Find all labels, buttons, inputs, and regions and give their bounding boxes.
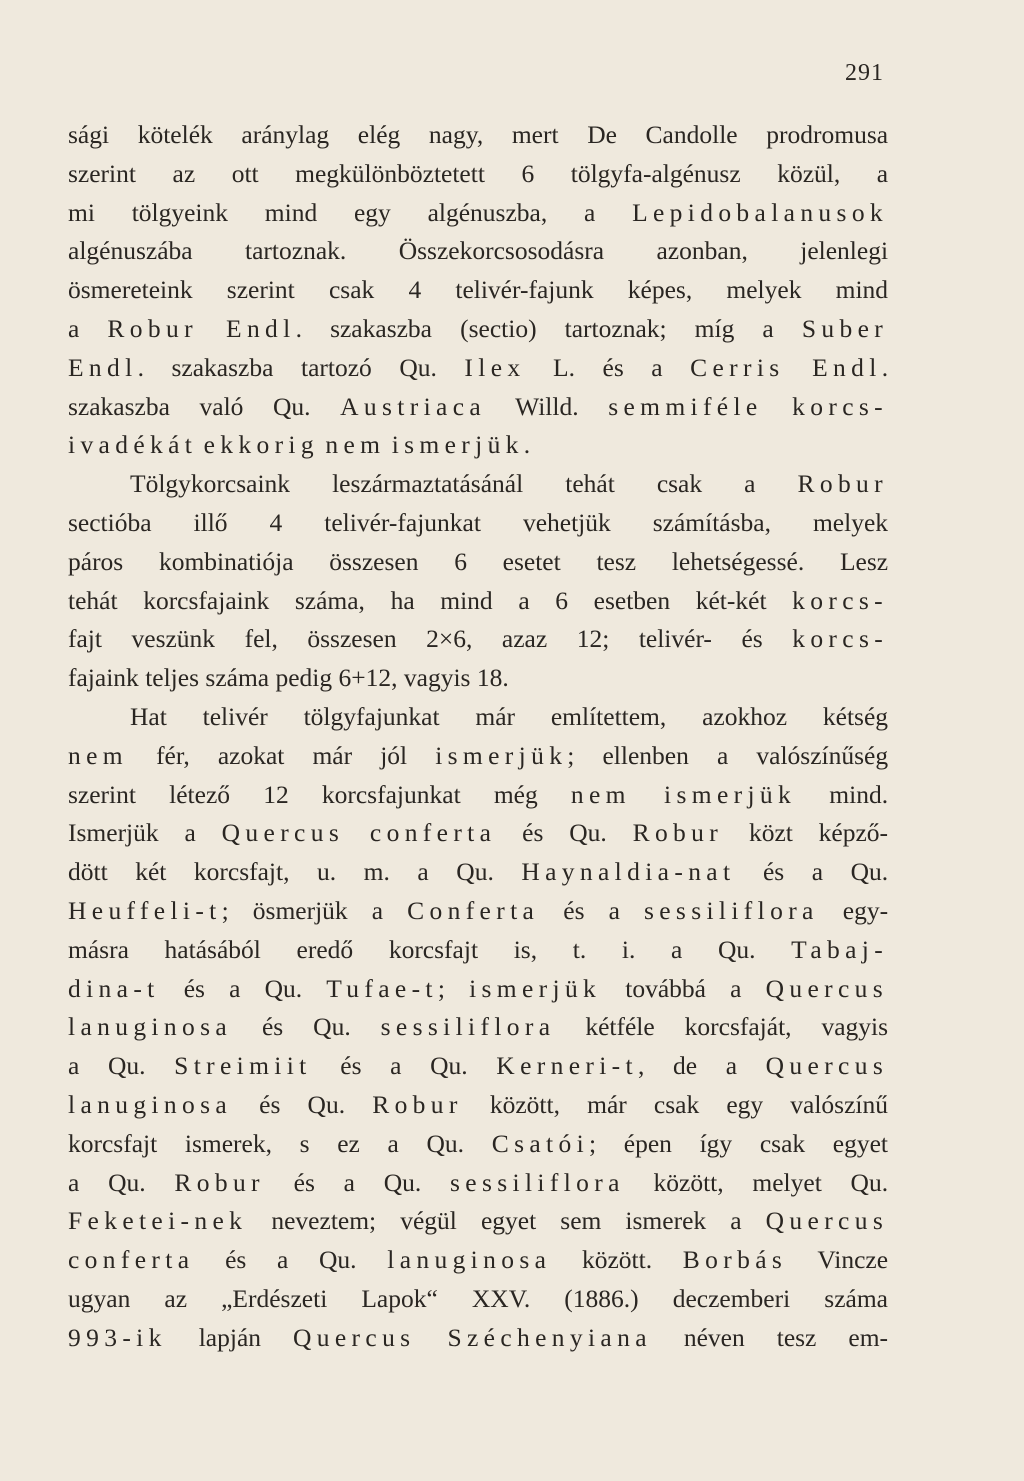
body-text — [68, 116, 888, 1358]
text-line: szerint az ott megkülönböztetett 6 tölgyfa-algénusz közül, a — [68, 158, 888, 188]
text-line: Endl. szakaszba tartozó Qu. Ilex L. és a Cerris Endl. — [68, 352, 888, 382]
text-line: lanuginosa és Qu. Robur között, már csak egy valószínű — [68, 1089, 888, 1119]
text-line: szerint létező 12 korcsfajunkat még nem ismerjük mind. — [68, 779, 888, 809]
text-line: fajt veszünk fel, összesen 2×6, azaz 12; telivér- és korcs- — [68, 624, 888, 654]
text-line: Hat telivér tölgyfajunkat már említettem, azokhoz kétség — [130, 701, 888, 731]
text-line: szakaszba való Qu. Austriaca Willd. semmiféle korcs- — [68, 391, 888, 421]
text-line: lanuginosa és Qu. sessiliflora kétféle korcsfaját, vagyis — [68, 1012, 888, 1042]
page-number: 291 — [845, 60, 884, 86]
text-line: ösmereteink szerint csak 4 telivér-fajunk képes, melyek mind — [68, 275, 888, 305]
text-line: a Qu. Streimiit és a Qu. Kerneri-t, de a Quercus — [68, 1051, 888, 1081]
text-line: a Qu. Robur és a Qu. sessiliflora között, melyet Qu. — [68, 1167, 888, 1197]
text-line: másra hatásából eredő korcsfajt is, t. i. a Qu. Tabaj- — [68, 934, 888, 964]
text-line: conferta és a Qu. lanuginosa között. Borbás Vincze — [68, 1245, 888, 1275]
text-line: Ismerjük a Quercus conferta és Qu. Robur közt képző- — [68, 818, 888, 848]
text-line: Feketei-nek neveztem; végül egyet sem ismerek a Quercus — [68, 1206, 888, 1236]
text-line: mi tölgyeink mind egy algénuszba, a Lepidobalanusok — [68, 197, 888, 227]
text-line: sectióba illő 4 telivér-fajunkat vehetjük számításba, melyek — [68, 507, 888, 537]
text-line: 993-ik lapján Quercus Széchenyiana néven tesz em- — [68, 1322, 888, 1352]
text-line: dött két korcsfajt, u. m. a Qu. Haynaldia-nat és a Qu. — [68, 857, 888, 887]
text-line: a Robur Endl. szakaszba (sectio) tartoznak; míg a Suber — [68, 313, 888, 343]
text-line: tehát korcsfajaink száma, ha mind a 6 esetben két-két korcs- — [68, 585, 888, 615]
text-line: Tölgykorcsaink leszármaztatásánál tehát csak a Robur — [130, 469, 888, 499]
text-line: páros kombinatiója összesen 6 esetet tesz lehetségessé. Lesz — [68, 546, 888, 576]
text-line: nem fér, azokat már jól ismerjük; ellenben a valószínűség — [68, 740, 888, 770]
text-line: ivadékát ekkorig nem ismerjük. — [68, 430, 531, 460]
text-line: ugyan az „Erdészeti Lapok“ XXV. (1886.) deczemberi száma — [68, 1283, 888, 1313]
text-line: algénuszába tartoznak. Összekorcsosodásra azonban, jelenlegi — [68, 236, 888, 266]
text-line: sági kötelék aránylag elég nagy, mert De Candolle prodromusa — [68, 120, 888, 149]
text-line: korcsfajt ismerek, s ez a Qu. Csatói; épen így csak egyet — [68, 1128, 888, 1158]
text-line: dina-t és a Qu. Tufae-t; ismerjük továbbá a Quercus — [68, 973, 888, 1003]
text-line: Heuffeli-t; ösmerjük a Conferta és a sessiliflora egy- — [68, 895, 888, 925]
text-line: fajaink teljes száma pedig 6+12, vagyis 18. — [68, 663, 509, 693]
